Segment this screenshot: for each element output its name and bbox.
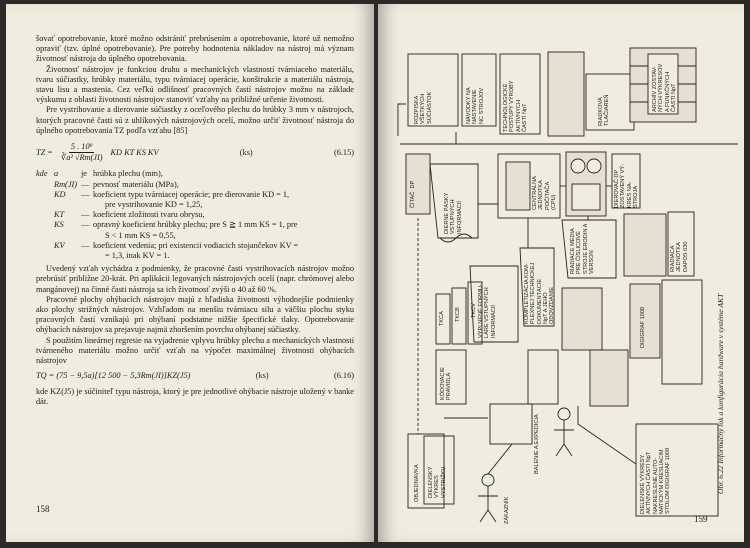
def-symbol: KV	[54, 240, 65, 250]
label-navody: NÁVODKY NA NASTAVENIE NC STROJOV	[466, 87, 485, 124]
formula-6-16	[36, 371, 354, 381]
paragraph-2: Životnosť nástrojov je funkciou druhu a mechanických vlastností tvárniaceho materiálu, tvaru súčiastky, hrúbky materiálu, typu tvárniacej operácie, konštrukcie a materiálu nástroja, stavu lisu a mastenia. Cez veľkú odlišnosť pracovných častí nástrojov možno na základe výskumu z oblasti životnosti nástrojov stanoviť vzťahy na približné určenie životnosti.	[36, 64, 354, 105]
label-citac: ČÍTAČ DP	[410, 180, 416, 208]
def-symbol: KT	[54, 210, 65, 220]
formula-lhs: TZ =	[36, 147, 53, 157]
formula-6-15	[36, 142, 354, 163]
def-dash: —	[81, 179, 90, 189]
label-tkca: TKCA	[439, 311, 445, 326]
label-dielenske-vykresy: DIELENSKÉ VÝKRESY AKTÍVNYCH ČASTÍ NpT NAKRESLENÉ AUTO- MATICKÝM KRESLIACIM STOLOM DIGIGRAF 1008	[640, 447, 672, 514]
control-unit	[624, 214, 666, 276]
page-number: 159	[694, 514, 708, 524]
def-dash: —	[81, 210, 90, 220]
def-dash: —	[81, 189, 90, 199]
formula-fraction	[59, 142, 105, 163]
label-vyplnene: VYPLNENÉ FORMU- LÁRE VSTUPNÝCH INFORMÁCIÍ	[478, 284, 497, 338]
formula-unit: (ks)	[255, 371, 269, 381]
def-symbol: a	[54, 169, 59, 179]
label-radkova: RIADKOVÁ TLAČIAREŇ	[598, 94, 611, 126]
balenie-box	[490, 404, 532, 444]
paragraph-1: šovať opotrebovanie, ktoré možno odstrániť prebrúsením a opotrebovanie, ktoré už nemožno opraviť (tzv. úplné opotrebovanie). Pre potreby hodnotenia nákladov na nástroj má význam životnosť nástroja do úplného opotrebovania.	[36, 34, 354, 64]
def-text: koeficient zložitosti tvaru obrysu,	[93, 210, 205, 220]
label-radiaca: RIADIACA JEDNOTKA DAPOS 030	[670, 241, 689, 272]
nc-machine-3	[528, 350, 558, 404]
def-text: hrúbka plechu (mm),	[93, 169, 163, 179]
paragraph-7: kde KZ(J5) je súčiniteľ typu nástroja, ktorý je pre jednotlivé ohýbacie nástroje uložený v banke dát.	[36, 386, 354, 406]
label-riadiace: RIADIACE MÉDIA PRE ČÍSLICOVÉ STROJE ERODIN A VERSON	[570, 223, 595, 274]
label-dielensky-vykres: DIELENSKÝ VÝKRES VYSTRIŽKU	[428, 466, 447, 498]
figure-caption: Obr. 6.22 Informačný tok a konfigurácia hardware v systéme AKT	[716, 293, 725, 494]
label-digigraf: DIGIGRAF 1008	[640, 306, 646, 348]
def-symbol: KS	[54, 220, 64, 230]
label-technologicke: TECHNOLOGICKÉ POSTUPY VÝROBY AKTÍVNYCH ČASTÍ NpT	[503, 80, 528, 132]
def-dash: je	[81, 169, 87, 179]
def-text-continued: pre vystrihovanie KD = 1,25,	[105, 200, 203, 210]
label-kompletizacia: KOMPLETIZÁCIA KOM- PLEXNEJ TECHNICKEJ DOKUMENTÁCIE NpT A JEHO ODOVZDANIE	[524, 262, 556, 324]
formula-expression: TQ = (75 − 9,5a)[12 500 − 5,3Rm(JI)]KZ(J5)	[36, 371, 191, 381]
def-text: koeficient vedenia; pri existencii vodiacich stojančekov KV =	[93, 240, 299, 250]
paragraph-5: Pracovné plochy ohýbacích nástrojov majú z hľadiska životnosti výhodnejšie podmienky ako plochy strižných nástrojov. Vzhľadom na menšiu tvárniacu silu a väčšiu plochu styku pracovných častí vznikajú pri ohýbaní podstatne nižšie špecifické tlaky. Opotrebovanie ohýbacích nástrojov sa prejavuje najmä zhoršením povrchu ohýbanej súčiastky.	[36, 294, 354, 335]
paragraph-6: S použitím lineárnej regresie na vyjadrenie vplyvu hrúbky plechu a mechanických vlastností tvárneného materiálu možno určiť vzťah na výpočet maximálnej životnosti ohýbacích nástrojov	[36, 335, 354, 366]
label-balenie: BALENIE A EXPEDÍCIA	[534, 414, 540, 474]
page-number: 158	[36, 504, 50, 514]
def-dash: —	[81, 220, 90, 230]
def-text: opravný koeficient hrúbky plechu; pre S ≧ 1 mm KS = 1, pre	[93, 220, 298, 230]
formula-unit: (ks)	[239, 147, 253, 157]
paragraph-4: Uvedený vzťah vychádza z podmienky, že pracovné časti vystrihovacích nástrojov možno prebrúsiť približne 20-krát. Pri aplikácii legovaných nástrojových ocelí (napr. chrómovej alebo mangánovej) na činné časti nástroja sa ich životnosť zvýši o 40 až 60 %.	[36, 264, 354, 294]
def-symbol: KD	[54, 189, 66, 199]
left-page	[6, 4, 374, 542]
nc-machine-2	[590, 350, 628, 406]
label-archiv: ARCHÍV ZOSTAV- NÝCH VÝKRESOV A FUNKČNÝCH ČASTÍ NpT	[652, 63, 677, 112]
def-symbol: Rm(JI)	[54, 179, 78, 189]
definitions-list	[36, 169, 354, 261]
label-dierne: DIERNE PÁSKY VSTUPNÝCH INFORMÁCIÍ	[444, 192, 463, 234]
right-page	[378, 4, 744, 542]
def-text-continued: = 1,3, inak KV = 1.	[105, 251, 170, 261]
digigraf-device	[662, 280, 702, 384]
formula-denominator: ∛a² √Rm(JI)	[60, 153, 103, 163]
def-text: koeficient typu tvárniacej operácie; pre dierovanie KD = 1,	[93, 189, 290, 199]
formula-numerator: 5 . 10⁹	[69, 142, 95, 153]
label-kodovacie: KÓDOVACIE PRAVIDLÁ	[440, 367, 453, 400]
label-tkcv: TKCV	[471, 303, 477, 318]
label-dierovac: DIEROVAČ DP ZOSTAVENÝ VÝ- KRES NA- STROJA	[614, 164, 639, 208]
defs-intro: kde	[36, 169, 48, 179]
label-centralna: CENTRÁLNA JEDNOTKA POČÍTAČA (CPU)	[532, 176, 557, 210]
worker-figure	[558, 408, 570, 420]
label-objednavka: OBJEDNÁVKA	[414, 464, 420, 502]
zakaznik-figure	[482, 474, 494, 486]
paragraph-3: Pre vystrihovanie a dierovanie súčiastky z oceľového plechu do hrúbky 3 mm v nástrojoch, ktorých pracovné časti sú z uhlíkových nástrojových ocelí, možno určiť životnosť nástroja do úplného opotrebovania TZ podľa vzťahu [85]	[36, 105, 354, 135]
information-flow-diagram	[378, 4, 744, 542]
nc-machine-1	[562, 288, 602, 350]
label-rozpiska: ROZPISKA VŠETKÝCH SÚČIASTOK	[414, 91, 433, 124]
def-dash: —	[81, 240, 90, 250]
label-zakaznik: ZÁKAZNÍK	[504, 496, 510, 524]
formula-rhs: KD KT KS KV	[110, 147, 159, 157]
formula-label: (6.16)	[333, 371, 354, 381]
left-page-text	[36, 34, 354, 407]
def-text-continued: S < 1 mm KS = 0,55,	[105, 230, 176, 240]
printer-box	[548, 52, 584, 136]
formula-label: (6.15)	[333, 147, 354, 157]
label-tkcb: TKCB	[455, 307, 461, 322]
def-text: pevnosť materiálu (MPa),	[93, 179, 179, 189]
